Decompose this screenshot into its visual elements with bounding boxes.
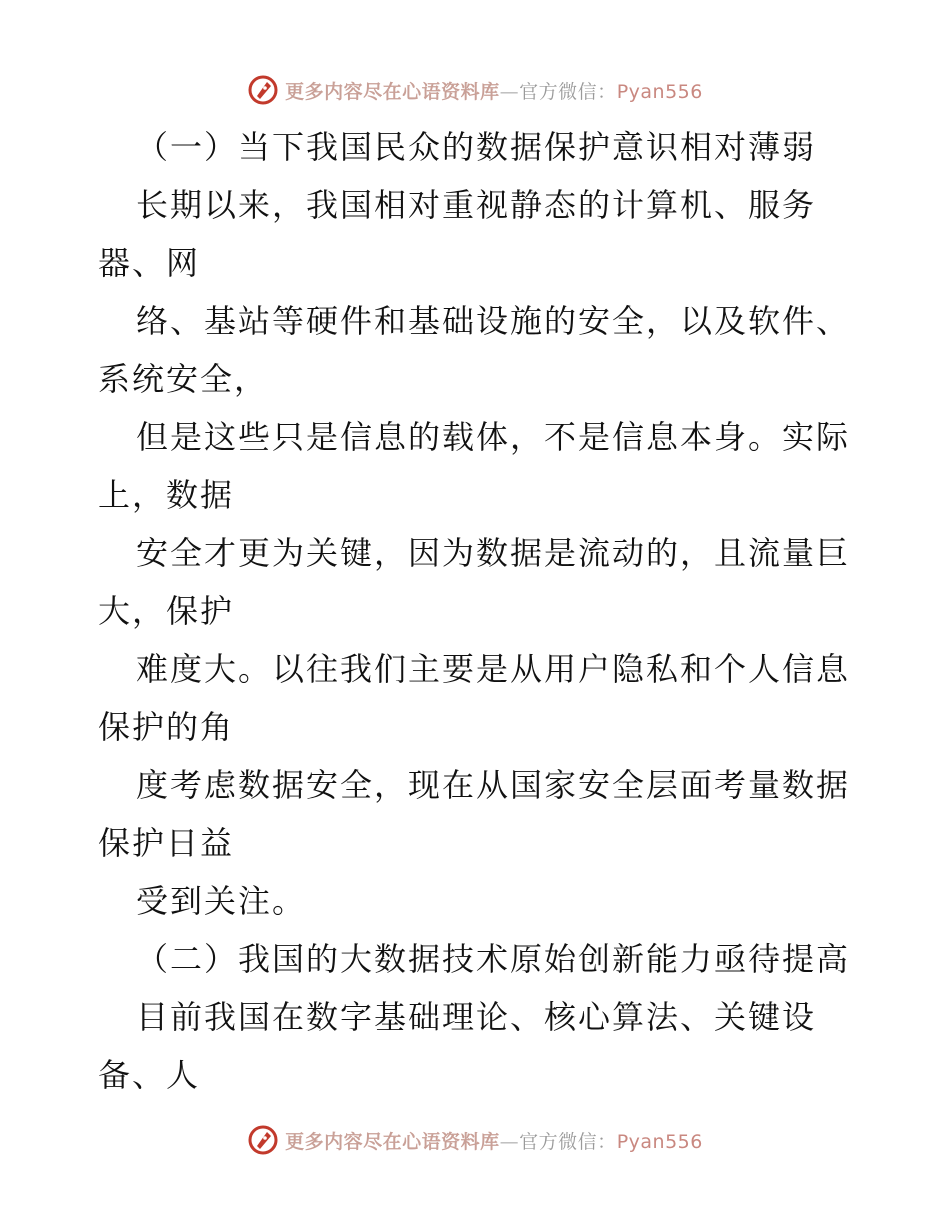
- text-line: 保护的角: [98, 708, 235, 746]
- section-heading: （二）我国的大数据技术原始创新能力亟待提高: [136, 940, 851, 978]
- pen-nib-logo-icon: [247, 1124, 279, 1156]
- text-line: 目前我国在数字基础理论、核心算法、关键设: [136, 998, 817, 1036]
- watermark-official-label: 官方微信：: [519, 1130, 617, 1153]
- watermark-official-label: 官方微信：: [519, 80, 617, 103]
- text-line: 难度大。以往我们主要是从用户隐私和个人信息: [136, 650, 851, 688]
- document-body: [98, 118, 858, 1104]
- text-line: 器、网: [98, 244, 201, 282]
- watermark-text: [285, 77, 703, 104]
- text-line: 上，数据: [98, 476, 235, 514]
- text-line: 系统安全，: [98, 360, 269, 398]
- text-line: 度考虑数据安全，现在从国家安全层面考量数据: [136, 766, 851, 804]
- pen-nib-logo-icon: [247, 74, 279, 106]
- text-line: 大，保护: [98, 592, 235, 630]
- watermark-brand: 更多内容尽在心语资料库: [285, 80, 500, 103]
- watermark-wechat-id: Pyan556: [616, 1130, 703, 1153]
- watermark-brand: 更多内容尽在心语资料库: [285, 1130, 500, 1153]
- text-line: 安全才更为关键，因为数据是流动的，且流量巨: [136, 534, 851, 572]
- text-line: 但是这些只是信息的载体，不是信息本身。实际: [136, 418, 851, 456]
- header-watermark: [0, 70, 950, 110]
- text-line: 受到关注。: [136, 882, 307, 920]
- watermark-wechat-id: Pyan556: [616, 80, 703, 103]
- footer-watermark: [0, 1120, 950, 1160]
- watermark-separator: —: [499, 80, 520, 103]
- text-line: 备、人: [98, 1056, 201, 1094]
- section-heading: （一）当下我国民众的数据保护意识相对薄弱: [136, 128, 817, 166]
- text-line: 保护日益: [98, 824, 235, 862]
- watermark-text: [285, 1127, 703, 1154]
- text-line: 络、基站等硬件和基础设施的安全，以及软件、: [136, 302, 851, 340]
- watermark-separator: —: [499, 1130, 520, 1153]
- text-line: 长期以来，我国相对重视静态的计算机、服务: [136, 186, 817, 224]
